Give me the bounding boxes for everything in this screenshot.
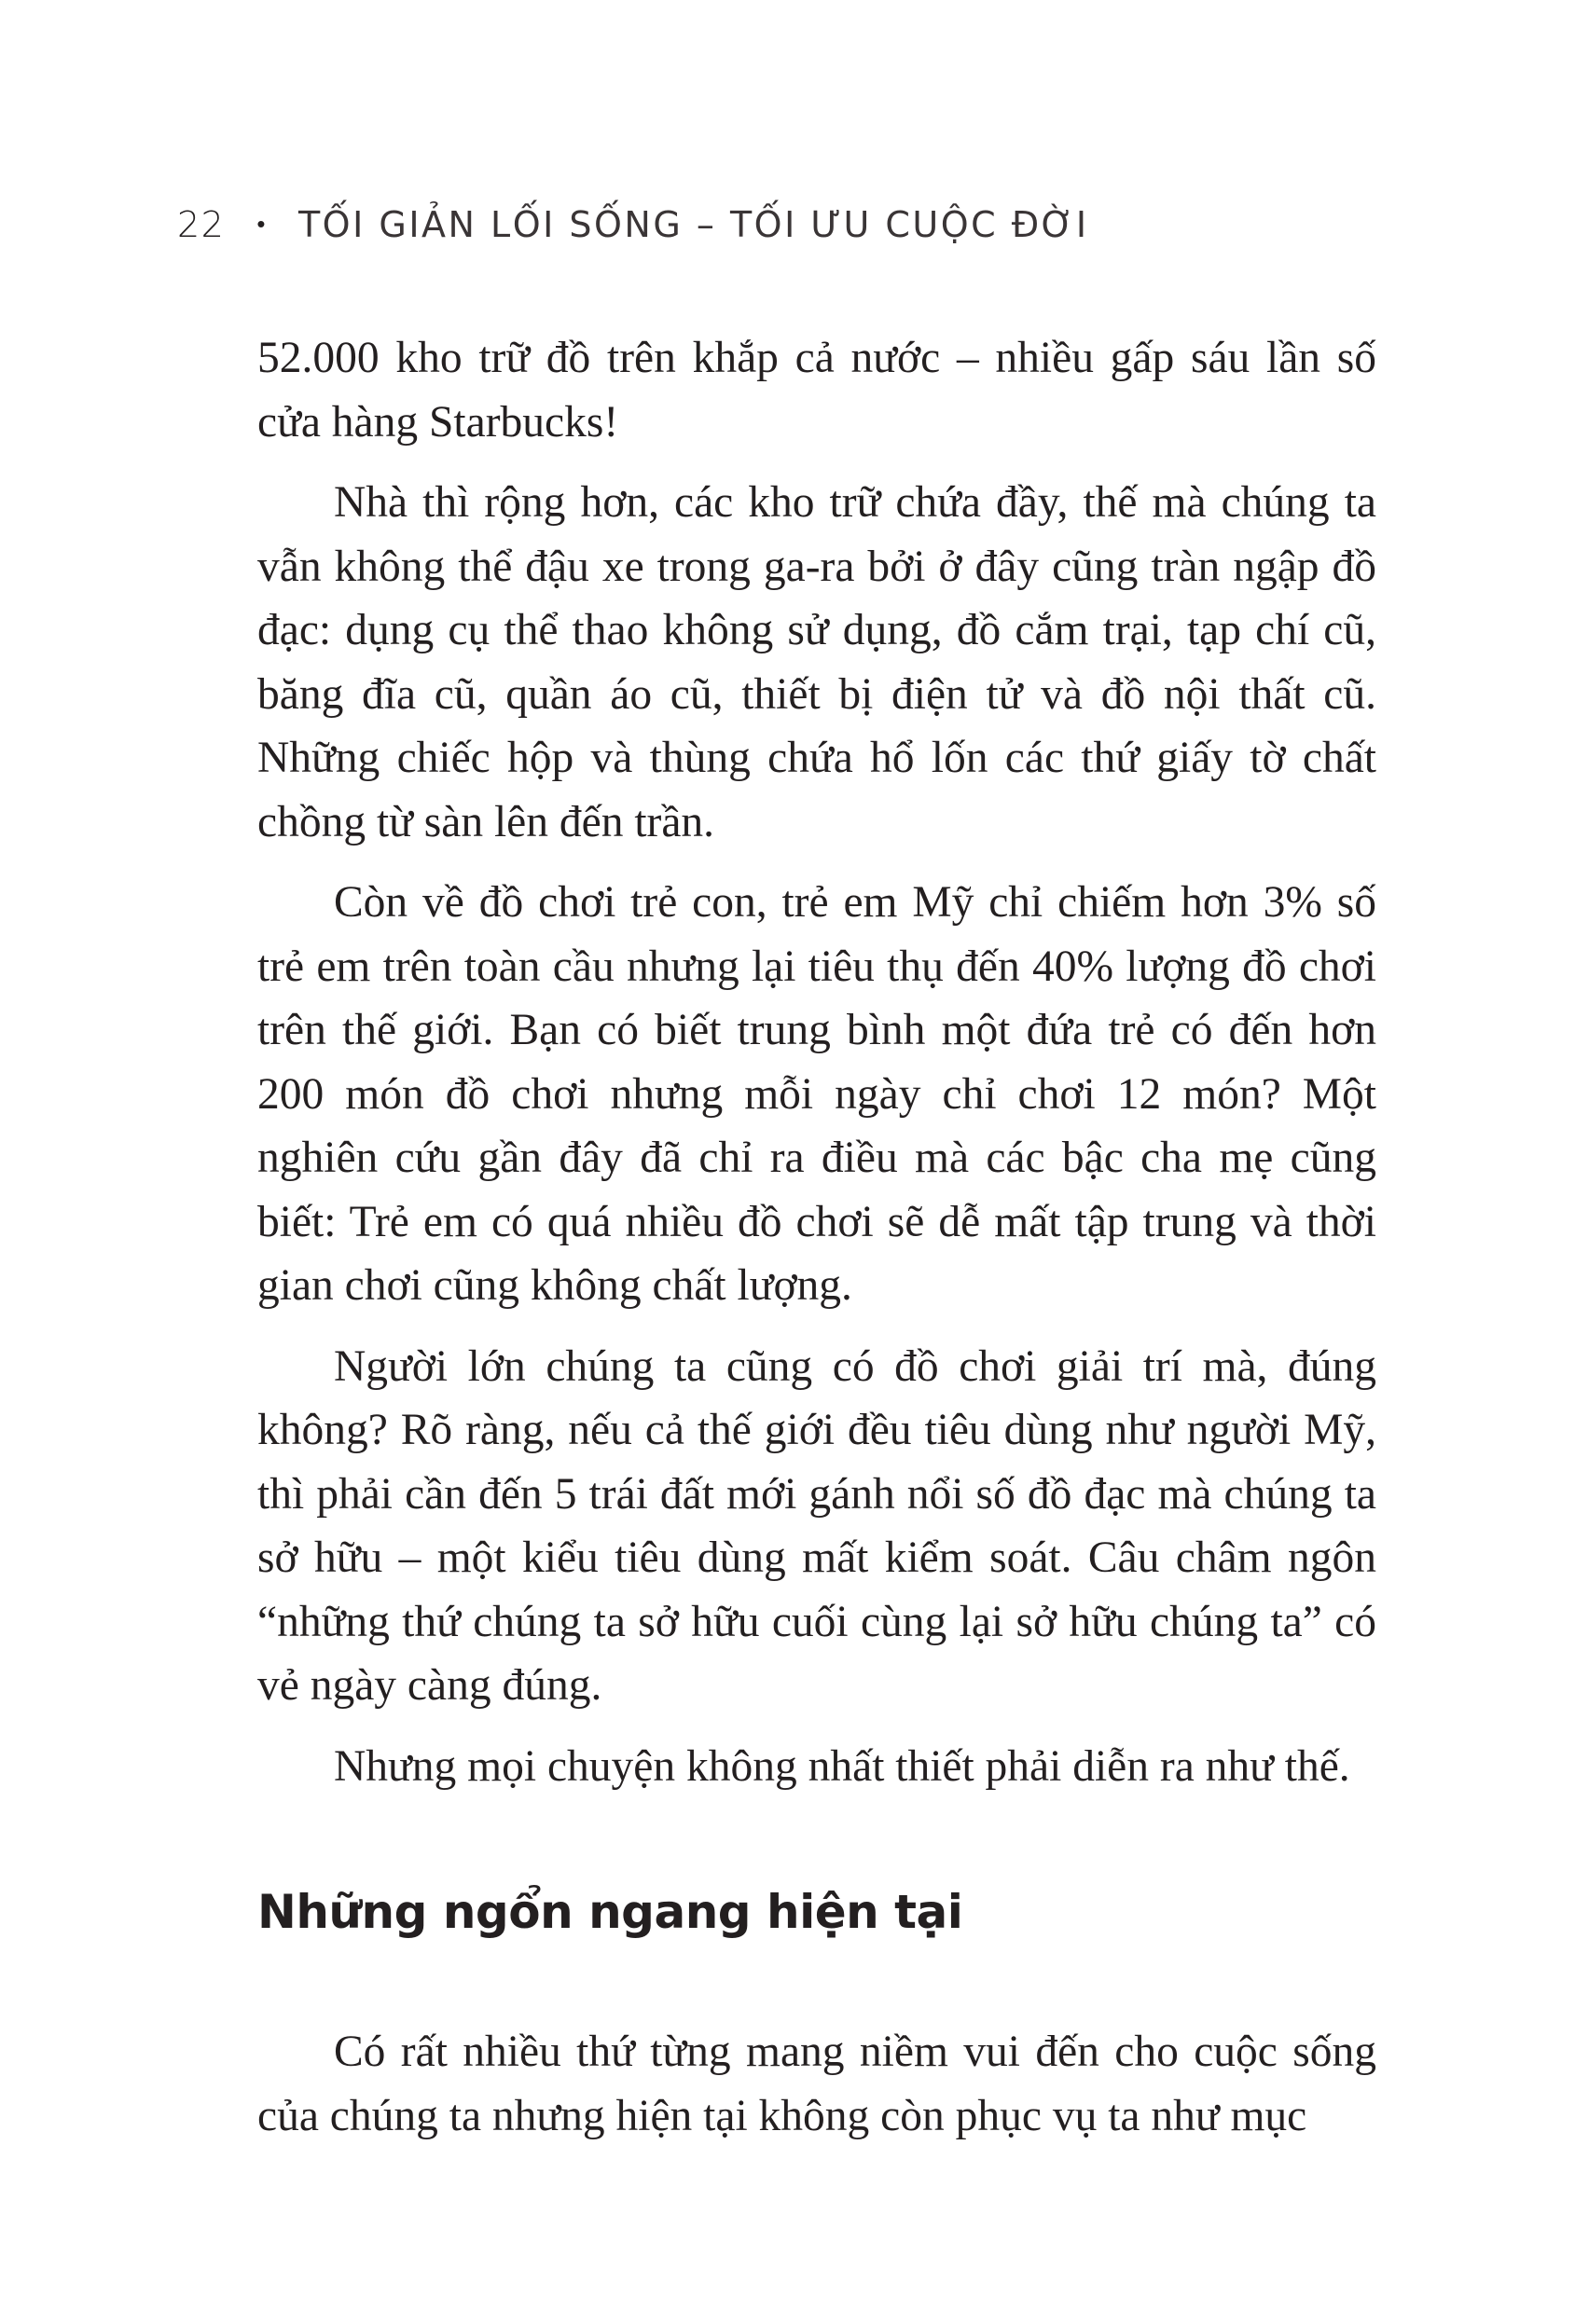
header-separator-bullet: • [256, 211, 267, 239]
section-heading: Những ngổn ngang hiện tại [257, 1885, 963, 1939]
book-title: TỐI GIẢN LỐI SỐNG – TỐI ƯU CUỘC ĐỜI [297, 204, 1089, 245]
paragraph-adult-consumption: Người lớn chúng ta cũng có đồ chơi giải trí mà, đúng không? Rõ ràng, nếu cả thế giới đều tiêu dùng như người Mỹ, thì phải cần đến 5 trái đất mới gánh nổi số đồ đạc mà chúng ta sở hữu – một kiểu tiêu dùng mất kiểm soát. Câu châm ngôn “những thứ chúng ta sở hữu cuối cùng lại sở hữu chúng ta” có vẻ ngày càng đúng. [257, 1341, 1376, 1710]
running-header [177, 204, 1089, 245]
paragraph-continuation: 52.000 kho trữ đồ trên khắp cả nước – nhiều gấp sáu lần số cửa hàng Starbucks! [257, 334, 1376, 447]
paragraph-section-intro: Có rất nhiều thứ từng mang niềm vui đến cho cuộc sống của chúng ta nhưng hiện tại không còn phục vụ ta như mục [257, 2028, 1376, 2140]
page-number: 22 [177, 204, 226, 245]
paragraph-children-toys: Còn về đồ chơi trẻ con, trẻ em Mỹ chỉ chiếm hơn 3% số trẻ em trên toàn cầu nhưng lại tiêu thụ đến 40% lượng đồ chơi trên thế giới. Bạn có biết trung bình một đứa trẻ có đến hơn 200 món đồ chơi nhưng mỗi ngày chỉ chơi 12 món? Một nghiên cứu gần đây đã chỉ ra điều mà các bậc cha mẹ cũng biết: Trẻ em có quá nhiều đồ chơi sẽ dễ mất tập trung và thời gian chơi cũng không chất lượng. [257, 878, 1376, 1310]
paragraph-transition: Nhưng mọi chuyện không nhất thiết phải diễn ra như thế. [334, 1741, 1350, 1791]
page-body [257, 326, 1376, 2148]
paragraph-garage-clutter: Nhà thì rộng hơn, các kho trữ chứa đầy, thế mà chúng ta vẫn không thể đậu xe trong ga-ra bởi ở đây cũng tràn ngập đồ đạc: dụng cụ thể thao không sử dụng, đồ cắm trại, tạp chí cũ, băng đĩa cũ, quần áo cũ, thiết bị điện tử và đồ nội thất cũ. Những chiếc hộp và thùng chứa hổ lốn các thứ giấy tờ chất chồng từ sàn lên đến trần. [257, 478, 1376, 846]
